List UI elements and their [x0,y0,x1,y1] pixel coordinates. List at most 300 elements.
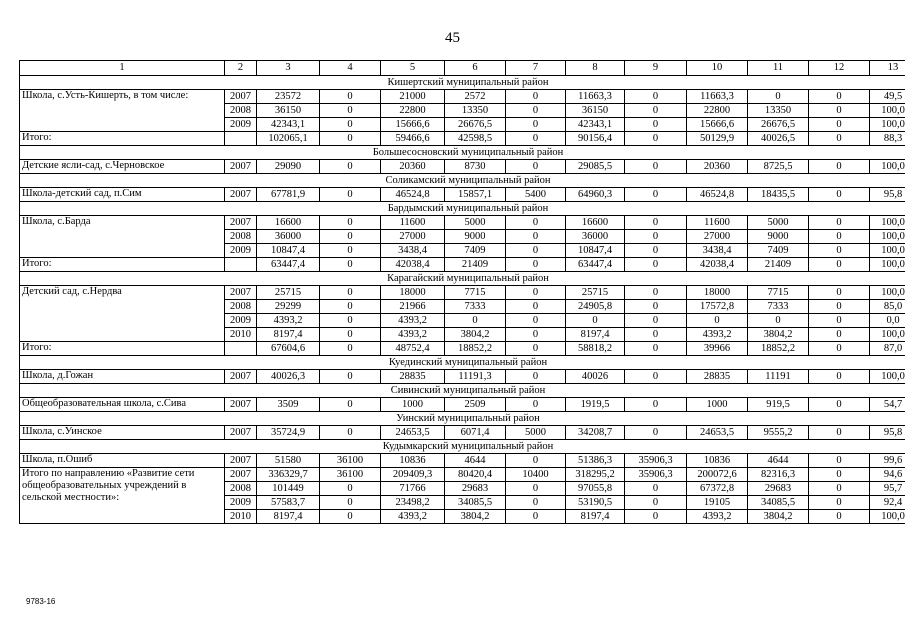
table-cell: 336329,7 [257,468,320,482]
table-cell: 35906,3 [625,454,687,468]
table-cell: 100,0 [870,258,905,272]
table-cell: 20360 [381,160,445,174]
table-cell: 0 [506,230,566,244]
table-cell: 17572,8 [687,300,748,314]
table-cell: 0 [625,510,687,524]
table-cell: 25715 [257,286,320,300]
table-cell: 35724,9 [257,426,320,440]
column-number: 4 [320,61,381,76]
table-cell: 95,7 [870,482,905,496]
table-cell: 0 [320,118,381,132]
table-cell: 10847,4 [257,244,320,258]
table-row [20,342,905,356]
table-cell: 100,0 [870,510,905,524]
table-cell: 0 [809,454,870,468]
section-title: Большесосновский муниципальный район [20,146,905,160]
table-cell: 9000 [445,230,506,244]
table-cell: 0 [506,132,566,146]
table-cell: 0 [320,314,381,328]
table-cell: 0 [506,328,566,342]
table-cell: 59466,6 [381,132,445,146]
table-cell: 7333 [445,300,506,314]
section-title: Кудымкарский муниципальный район [20,440,905,454]
table-cell: 0 [506,118,566,132]
table-cell: 0 [809,132,870,146]
table-cell: 0 [320,104,381,118]
table-cell: 63447,4 [257,258,320,272]
table-cell: 200072,6 [687,468,748,482]
table-cell: 0 [320,370,381,384]
table-cell: 3804,2 [748,328,809,342]
table-cell: 4644 [445,454,506,468]
footer-code: 9783-16 [26,597,56,606]
table-cell: 15857,1 [445,188,506,202]
section-header-row [20,146,905,160]
table-cell: 0 [625,160,687,174]
table-cell: 36100 [320,454,381,468]
table-cell: 5000 [445,216,506,230]
table-cell: 21000 [381,90,445,104]
row-label: Детский сад, с.Нердва [20,286,225,342]
table-cell: 0 [809,104,870,118]
table-cell: 11600 [381,216,445,230]
table-cell: 1919,5 [566,398,625,412]
table-cell: 0 [506,510,566,524]
table-cell: 0 [506,454,566,468]
table-cell: 0 [625,118,687,132]
column-number: 2 [225,61,257,76]
table-row [20,132,905,146]
table-cell: 0 [506,300,566,314]
section-header-row [20,384,905,398]
table-cell: 28835 [687,370,748,384]
table-cell: 0 [625,370,687,384]
table-cell: 2008 [225,230,257,244]
table-cell: 1000 [381,398,445,412]
table-cell: 29085,5 [566,160,625,174]
table-cell: 0 [506,258,566,272]
table-cell: 0 [320,230,381,244]
table-cell: 2009 [225,496,257,510]
table-cell: 88,3 [870,132,905,146]
table-cell: 209409,3 [381,468,445,482]
table-cell: 35906,3 [625,468,687,482]
table-cell: 0 [809,118,870,132]
table-cell: 0 [625,482,687,496]
table-cell: 2509 [445,398,506,412]
table-cell: 18852,2 [445,342,506,356]
table-cell: 99,6 [870,454,905,468]
row-label: Школа-детский сад, п.Сим [20,188,225,202]
table-cell: 0 [506,370,566,384]
table-row [20,258,905,272]
table-cell: 10847,4 [566,244,625,258]
table-cell: 2572 [445,90,506,104]
table-cell: 2008 [225,482,257,496]
table-cell: 7409 [445,244,506,258]
table-cell: 2010 [225,510,257,524]
table-cell: 24653,5 [381,426,445,440]
table-cell: 40026,3 [257,370,320,384]
table-cell: 0 [320,496,381,510]
table-cell: 24653,5 [687,426,748,440]
table-cell: 0 [809,468,870,482]
table-cell: 0 [625,398,687,412]
table-cell: 7409 [748,244,809,258]
table-cell: 5000 [748,216,809,230]
table-cell: 0 [320,398,381,412]
table-cell: 8197,4 [257,328,320,342]
table-cell: 4393,2 [381,328,445,342]
section-header-row [20,356,905,370]
table-cell: 29683 [748,482,809,496]
table-cell: 0 [320,328,381,342]
table-cell: 0 [809,258,870,272]
section-header-row [20,412,905,426]
table-cell: 11663,3 [566,90,625,104]
table-cell: 36150 [566,104,625,118]
table-cell [225,342,257,356]
table-cell: 8197,4 [566,328,625,342]
table-cell: 0 [809,328,870,342]
row-label: Детские ясли-сад, с.Черновское [20,160,225,174]
table-cell: 2010 [225,328,257,342]
table-cell: 11191 [748,370,809,384]
column-number: 9 [625,61,687,76]
table-cell: 2008 [225,104,257,118]
table-cell: 5400 [506,188,566,202]
table-cell: 0 [320,90,381,104]
table-cell: 87,0 [870,342,905,356]
table-cell: 3804,2 [445,510,506,524]
table-cell: 40026 [566,370,625,384]
table-cell: 0 [625,496,687,510]
table-cell: 36000 [566,230,625,244]
table-cell: 0 [506,244,566,258]
table-cell: 100,0 [870,244,905,258]
table-cell: 18852,2 [748,342,809,356]
table-cell: 8725,5 [748,160,809,174]
table-cell: 2009 [225,118,257,132]
table-cell: 0 [625,286,687,300]
row-label: Школа, д.Гожан [20,370,225,384]
table-cell: 0 [809,496,870,510]
column-number: 7 [506,61,566,76]
table-cell: 42598,5 [445,132,506,146]
table-cell: 0 [809,426,870,440]
table-cell: 0 [625,342,687,356]
table-cell: 63447,4 [566,258,625,272]
table-cell: 34208,7 [566,426,625,440]
table-cell: 8197,4 [566,510,625,524]
table-cell: 48752,4 [381,342,445,356]
table-cell: 2007 [225,454,257,468]
table-cell: 102065,1 [257,132,320,146]
table-cell: 2007 [225,188,257,202]
table-cell: 0 [809,370,870,384]
table-cell: 46524,8 [381,188,445,202]
table-cell: 100,0 [870,160,905,174]
table-cell: 39966 [687,342,748,356]
table-cell: 3438,4 [687,244,748,258]
table-cell: 2007 [225,286,257,300]
column-number-row [20,61,905,76]
table-cell: 11600 [687,216,748,230]
table-cell: 0 [809,510,870,524]
table-cell: 15666,6 [381,118,445,132]
table-cell: 36150 [257,104,320,118]
table-row [20,426,905,440]
table-cell: 318295,2 [566,468,625,482]
table-cell: 29683 [445,482,506,496]
table-cell: 0 [625,230,687,244]
table-cell: 0 [506,496,566,510]
row-label: Школа, п.Ошиб [20,454,225,468]
table-cell: 0 [506,314,566,328]
table-cell: 95,8 [870,426,905,440]
table-cell: 0 [625,300,687,314]
table-cell: 0 [506,342,566,356]
table-cell: 100,0 [870,216,905,230]
table-cell: 0 [748,314,809,328]
table-cell: 16600 [257,216,320,230]
table-cell: 18435,5 [748,188,809,202]
section-title: Карагайский муниципальный район [20,272,905,286]
table-cell: 16600 [566,216,625,230]
table-cell: 4393,2 [257,314,320,328]
table-cell: 23572 [257,90,320,104]
table-cell: 0 [809,188,870,202]
table-cell: 34085,5 [748,496,809,510]
table-cell: 23498,2 [381,496,445,510]
section-title: Соликамский муниципальный район [20,174,905,188]
table-cell: 57583,7 [257,496,320,510]
table-cell: 0 [809,342,870,356]
table-cell: 2009 [225,244,257,258]
section-title: Кишертский муниципальный район [20,76,905,90]
column-number: 6 [445,61,506,76]
table-cell: 0 [625,216,687,230]
table-cell: 0 [809,398,870,412]
table-cell: 0 [809,230,870,244]
table-cell: 26676,5 [445,118,506,132]
table-cell: 58818,2 [566,342,625,356]
table-cell: 95,8 [870,188,905,202]
row-label: Школа, с.Усть-Кишерть, в том числе: [20,90,225,132]
table-row [20,454,905,468]
table-cell: 46524,8 [687,188,748,202]
table-cell: 0 [320,160,381,174]
table-cell: 0 [320,258,381,272]
row-label: Общеобразовательная школа, с.Сива [20,398,225,412]
column-number: 5 [381,61,445,76]
table-cell: 8197,4 [257,510,320,524]
table-cell: 64960,3 [566,188,625,202]
page-number: 45 [445,30,460,46]
table-cell: 67781,9 [257,188,320,202]
table-cell: 10836 [687,454,748,468]
table-cell: 0 [566,314,625,328]
table-cell: 4393,2 [687,328,748,342]
table-cell: 0 [809,216,870,230]
section-title: Куединский муниципальный район [20,356,905,370]
table-cell: 0 [809,300,870,314]
section-title: Сивинский муниципальный район [20,384,905,398]
table-cell: 40026,5 [748,132,809,146]
table-cell: 80420,4 [445,468,506,482]
table-cell: 0 [687,314,748,328]
table-cell: 0 [625,328,687,342]
table-cell: 28835 [381,370,445,384]
table-cell: 3804,2 [748,510,809,524]
section-header-row [20,202,905,216]
column-number: 13 [870,61,905,76]
table-cell: 4393,2 [381,510,445,524]
table-cell: 9555,2 [748,426,809,440]
column-number: 10 [687,61,748,76]
table-cell: 4393,2 [687,510,748,524]
table-cell: 50129,9 [687,132,748,146]
table-cell: 27000 [687,230,748,244]
table-row [20,160,905,174]
table-cell: 0 [320,300,381,314]
table-row [20,188,905,202]
row-label: Школа, с.Барда [20,216,225,258]
table-cell: 7333 [748,300,809,314]
section-title: Уинский муниципальный район [20,412,905,426]
section-header-row [20,440,905,454]
table-cell: 85,0 [870,300,905,314]
table-cell: 2007 [225,370,257,384]
table-cell: 7715 [748,286,809,300]
table-cell: 13350 [748,104,809,118]
table-cell: 0 [506,482,566,496]
table-cell: 100,0 [870,370,905,384]
table-cell: 0 [320,132,381,146]
table-cell: 101449 [257,482,320,496]
table-cell: 100,0 [870,104,905,118]
table-cell: 51580 [257,454,320,468]
table-cell: 7715 [445,286,506,300]
table-cell: 0 [320,244,381,258]
table-cell [225,132,257,146]
row-label: Школа, с.Уинское [20,426,225,440]
section-header-row [20,174,905,188]
table-cell: 0 [320,216,381,230]
table-cell: 0 [809,286,870,300]
table-cell: 18000 [687,286,748,300]
data-table [19,60,905,524]
table-cell: 2007 [225,216,257,230]
table-cell: 21409 [748,258,809,272]
table-cell: 5000 [506,426,566,440]
table-cell: 0 [506,216,566,230]
table-cell: 919,5 [748,398,809,412]
row-label: Итого: [20,342,225,356]
table-cell: 22800 [687,104,748,118]
table-cell: 0 [625,90,687,104]
table-cell: 49,5 [870,90,905,104]
table-cell: 24905,8 [566,300,625,314]
table-cell: 0 [320,482,381,496]
table-cell: 0 [506,398,566,412]
table-cell: 0 [625,426,687,440]
table-cell: 2007 [225,398,257,412]
table-cell: 3804,2 [445,328,506,342]
column-number: 8 [566,61,625,76]
table-cell: 0 [506,286,566,300]
table-cell: 100,0 [870,230,905,244]
table-cell: 4393,2 [381,314,445,328]
table-cell: 9000 [748,230,809,244]
table-cell: 0 [809,90,870,104]
table-cell: 0 [809,244,870,258]
table-cell: 34085,5 [445,496,506,510]
table-cell: 29090 [257,160,320,174]
row-label: Итого: [20,258,225,272]
table-cell: 67604,6 [257,342,320,356]
row-label: Итого по направлению «Развитие сети общеобразовательных учреждений в сельской местности»: [20,468,225,524]
table-cell: 0 [625,244,687,258]
table-cell: 2007 [225,426,257,440]
table-row [20,286,905,300]
table-cell: 13350 [445,104,506,118]
table-cell: 1000 [687,398,748,412]
table-cell: 71766 [381,482,445,496]
table-cell: 53190,5 [566,496,625,510]
table-row [20,216,905,230]
table-row [20,468,905,482]
table-cell: 11191,3 [445,370,506,384]
table-cell: 92,4 [870,496,905,510]
table-cell: 0 [320,426,381,440]
table-cell: 2007 [225,468,257,482]
table-row [20,370,905,384]
column-number: 11 [748,61,809,76]
table-cell: 8730 [445,160,506,174]
table-cell: 0 [625,258,687,272]
table-cell: 29299 [257,300,320,314]
table-cell: 0 [809,314,870,328]
table-cell: 6071,4 [445,426,506,440]
table-cell: 21409 [445,258,506,272]
table-cell: 0 [748,90,809,104]
table-cell: 27000 [381,230,445,244]
column-number: 3 [257,61,320,76]
section-header-row [20,76,905,90]
table-cell: 42038,4 [687,258,748,272]
table-cell: 100,0 [870,328,905,342]
table-cell: 67372,8 [687,482,748,496]
table-cell: 0 [506,90,566,104]
table-cell: 100,0 [870,286,905,300]
table-cell: 3509 [257,398,320,412]
table-cell: 51386,3 [566,454,625,468]
table-cell: 22800 [381,104,445,118]
table-cell: 26676,5 [748,118,809,132]
table-cell: 97055,8 [566,482,625,496]
table-cell: 0 [625,132,687,146]
table-cell: 2008 [225,300,257,314]
table-cell: 10400 [506,468,566,482]
table-cell: 0 [320,188,381,202]
table-cell: 0 [625,104,687,118]
table-cell: 100,0 [870,118,905,132]
table-cell: 0 [809,160,870,174]
table-cell: 94,6 [870,468,905,482]
table-cell: 25715 [566,286,625,300]
table-cell: 2007 [225,90,257,104]
